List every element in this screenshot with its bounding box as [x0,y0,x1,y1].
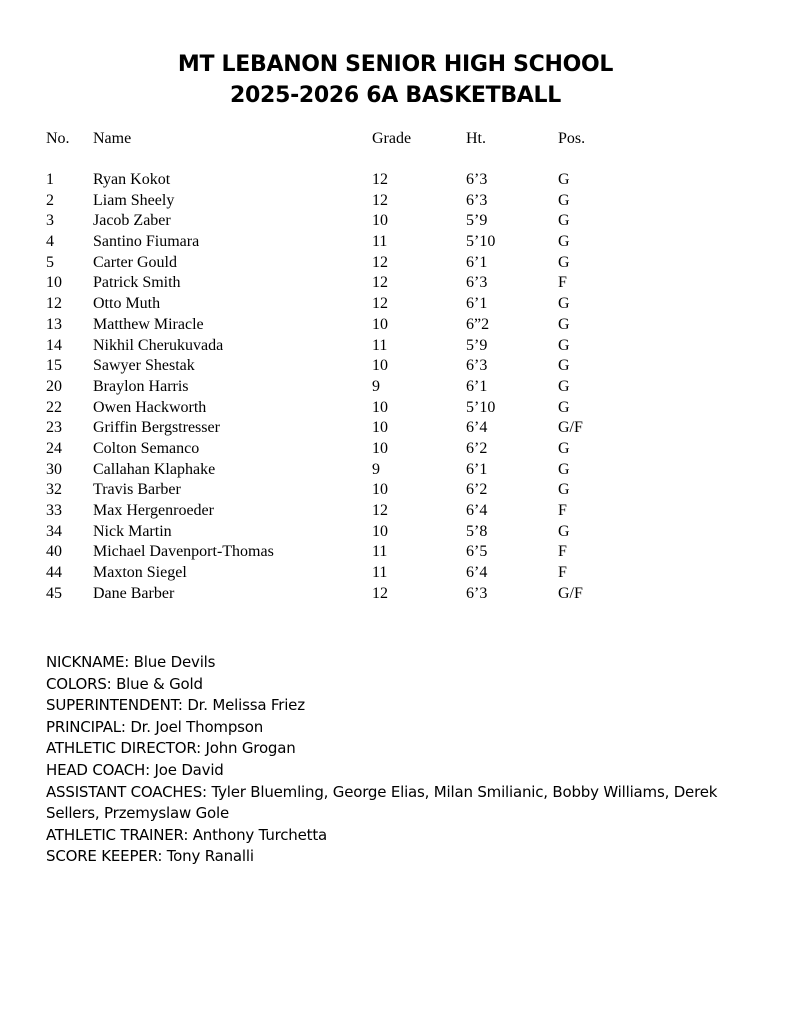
player-position: G [558,377,570,395]
info-line: ATHLETIC DIRECTOR: John Grogan [46,739,296,758]
player-name: Colton Semanco [93,439,200,457]
player-position: G [558,460,570,478]
player-number: 45 [46,584,62,602]
player-height: 6’4 [466,564,488,582]
player-grade: 12 [372,295,388,313]
player-height: 5’9 [466,212,488,230]
player-position: G [558,398,570,416]
player-position: G [558,233,570,251]
player-grade: 12 [372,274,388,292]
player-height: 5’8 [466,522,488,540]
player-height: 6’5 [466,543,488,561]
player-number: 22 [46,398,62,416]
player-name: Michael Davenport-Thomas [93,543,274,561]
player-grade: 11 [372,336,388,354]
player-number: 3 [46,212,54,230]
player-grade: 9 [372,460,380,478]
info-line: HEAD COACH: Joe David [46,760,224,779]
player-grade: 12 [372,253,388,271]
player-position: G [558,253,570,271]
player-name: Griffin Bergstresser [93,419,220,437]
player-grade: 10 [372,398,388,416]
column-header-no: No. [46,130,70,147]
player-height: 6’1 [466,253,488,271]
info-line: SCORE KEEPER: Tony Ranalli [46,847,254,866]
player-position: G [558,191,570,209]
player-name: Jacob Zaber [93,212,171,230]
player-position: G [558,336,570,354]
player-position: G/F [558,584,583,602]
player-height: 6’4 [466,419,488,437]
player-position: F [558,502,567,519]
player-position: F [558,274,567,292]
info-line: NICKNAME: Blue Devils [46,653,216,671]
player-name: Patrick Smith [93,274,181,292]
player-height: 6’3 [466,274,488,292]
info-line: PRINCIPAL: Dr. Joel Thompson [46,717,264,736]
player-number: 10 [46,274,62,292]
player-name: Ryan Kokot [93,171,171,188]
player-name: Braylon Harris [93,377,189,395]
player-grade: 10 [372,522,388,540]
column-header-name: Name [93,130,132,147]
player-number: 44 [46,564,62,582]
player-name: Travis Barber [93,481,181,499]
player-number: 40 [46,543,62,561]
player-name: Liam Sheely [93,191,175,209]
player-position: G [558,439,570,457]
player-number: 1 [46,171,54,188]
column-header-height: Ht. [466,130,486,147]
player-grade: 10 [372,315,388,333]
player-number: 12 [46,295,62,313]
player-height: 6”2 [466,315,490,333]
player-name: Nikhil Cherukuvada [93,336,224,354]
player-position: G [558,522,570,540]
player-number: 2 [46,191,54,209]
player-grade: 12 [372,502,388,519]
player-number: 33 [46,502,62,519]
player-height: 6’1 [466,460,488,478]
player-number: 4 [46,233,54,251]
player-grade: 12 [372,584,388,602]
player-number: 32 [46,481,62,499]
player-number: 24 [46,439,62,457]
player-name: Max Hergenroeder [93,502,214,519]
player-height: 5’9 [466,336,488,354]
school-title: MT LEBANON SENIOR HIGH SCHOOL [177,52,614,77]
player-name: Matthew Miracle [93,315,204,333]
season-title: 2025-2026 6A BASKETBALL [230,83,561,108]
player-number: 20 [46,377,62,395]
player-grade: 11 [372,564,388,582]
player-position: G/F [558,419,583,437]
player-grade: 11 [372,543,388,561]
player-position: G [558,481,570,499]
info-line: ASSISTANT COACHES: Tyler Bluemling, George Elias, Milan Smilianic, Bobby Williams, Derek Sellers, Przemyslaw Gole [46,782,718,823]
player-number: 34 [46,522,62,540]
player-number: 5 [46,253,54,271]
player-grade: 11 [372,233,388,251]
player-number: 13 [46,315,62,333]
column-header-grade: Grade [372,130,412,147]
player-height: 6’2 [466,481,488,499]
player-name: Callahan Klaphake [93,460,216,478]
player-height: 5’10 [466,398,496,416]
info-line: SUPERINTENDENT: Dr. Melissa Friez [46,696,305,715]
player-name: Carter Gould [93,253,177,271]
player-position: G [558,315,570,333]
player-name: Nick Martin [93,522,172,540]
player-position: F [558,564,567,582]
player-grade: 9 [372,377,380,395]
player-name: Otto Muth [93,295,161,313]
player-height: 6’3 [466,584,488,602]
player-position: F [558,543,567,561]
player-height: 6’3 [466,171,488,188]
player-grade: 10 [372,212,388,230]
player-number: 23 [46,419,62,437]
player-height: 6’3 [466,357,488,375]
player-grade: 12 [372,171,388,188]
player-number: 30 [46,460,62,478]
player-grade: 10 [372,481,388,499]
info-line: COLORS: Blue & Gold [46,674,203,693]
player-height: 6’3 [466,191,488,209]
player-name: Sawyer Shestak [93,357,195,375]
player-height: 6’4 [466,502,488,519]
player-grade: 10 [372,419,388,437]
player-height: 5’10 [466,233,496,251]
player-name: Santino Fiumara [93,233,200,251]
player-height: 6’1 [466,377,488,395]
player-position: G [558,171,570,188]
column-header-position: Pos. [558,130,586,147]
program-info [46,652,756,868]
player-position: G [558,295,570,313]
player-grade: 10 [372,357,388,375]
player-grade: 10 [372,439,388,457]
player-position: G [558,212,570,230]
info-line: ATHLETIC TRAINER: Anthony Turchetta [46,825,327,844]
player-height: 6’1 [466,295,488,313]
player-name: Owen Hackworth [93,398,207,416]
player-grade: 12 [372,191,388,209]
player-name: Maxton Siegel [93,564,187,582]
player-name: Dane Barber [93,584,175,602]
player-position: G [558,357,570,375]
player-number: 14 [46,336,62,354]
player-height: 6’2 [466,439,488,457]
player-number: 15 [46,357,62,375]
